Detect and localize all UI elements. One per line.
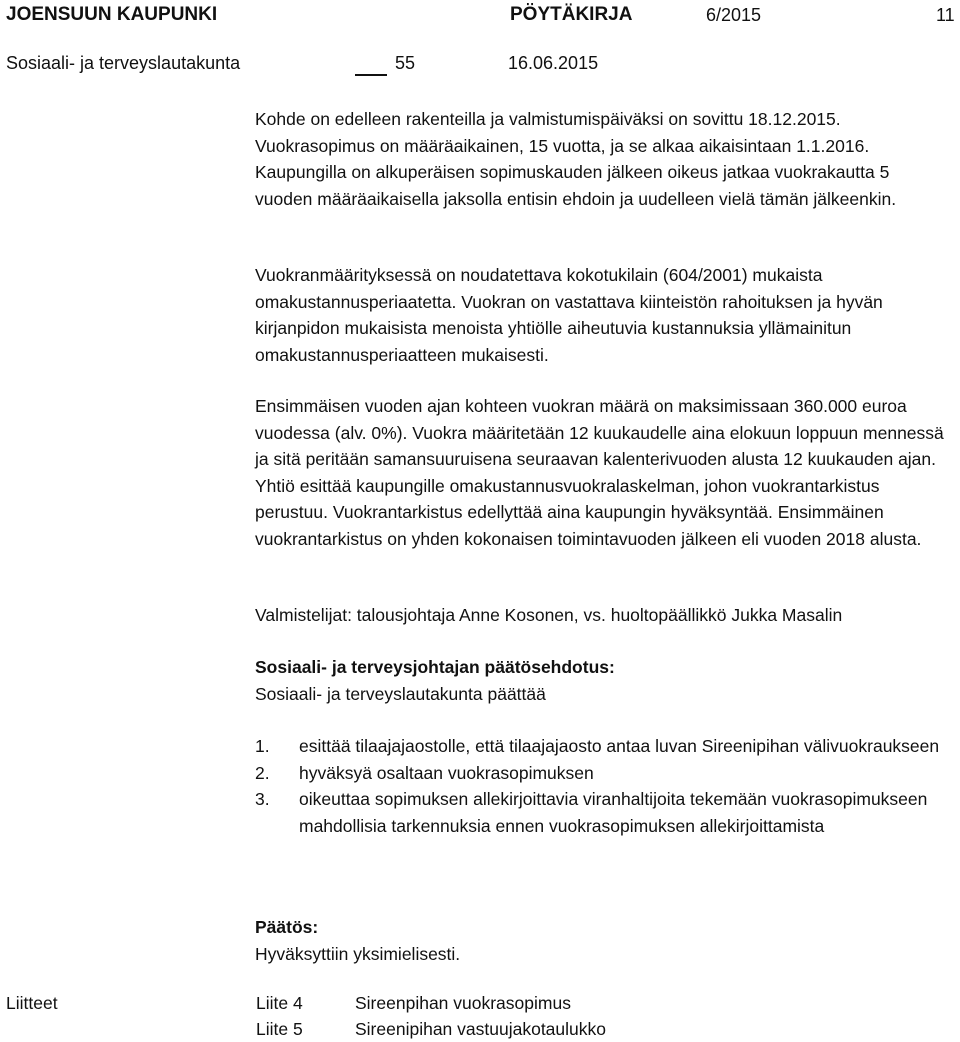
paragraph-preparers	[255, 602, 945, 629]
attachments-label: Liitteet	[6, 993, 58, 1013]
paragraph-rent	[255, 393, 945, 552]
list-item-text: esittää tilaajajaostolle, että tilaajajaosto antaa luvan Sireenipihan välivuokraukseen	[299, 736, 940, 756]
board-name: Sosiaali- ja terveyslautakunta	[6, 53, 241, 73]
meeting-date: 16.06.2015	[508, 53, 599, 73]
decision-heading: Päätös:	[255, 917, 319, 937]
proposal-section	[255, 654, 945, 707]
paragraph-text: Kohde on edelleen rakenteilla ja valmistumispäiväksi on sovittu 18.12.2015. Vuokrasopimus on määräaikainen, 15 vuotta, ja se alkaa aikaisintaan 1.1.2016. Kaupungilla on alkuperäisen sopimuskauden jälkeen oikeus jatkaa vuokrakautta 5 vuoden määräaikaisella jaksolla entisin ehdoin ja uudelleen vielä tämän jälkeenkin.	[255, 109, 897, 209]
list-item-number: 3.	[255, 789, 270, 809]
section-number: 55	[395, 53, 416, 73]
list-item-text: oikeuttaa sopimuksen allekirjoittavia viranhaltijoita tekemään vuokrasopimukseen mahdollisia tarkennuksia ennen vuokrasopimuksen allekirjoittamista	[299, 789, 928, 836]
proposal-list	[255, 733, 945, 839]
issue-number: 6/2015	[706, 5, 762, 25]
decision-text: Hyväksyttiin yksimielisesti.	[255, 943, 461, 964]
paragraph-text: Ensimmäisen vuoden ajan kohteen vuokran määrä on maksimissaan 360.000 euroa vuodessa (alv. 0%). Vuokra määritetään 12 kuukaudelle aina elokuun loppuun mennessä ja sitä peritään samansuuruisena seuraavan kalenterivuoden alusta 12 kuukauden ajan. Yhtiö esittää kaupungille omakustannusvuokralaskelman, johon vuokrantarkistus perustuu. Vuokrantarkistus edellyttää aina kaupungin hyväksyntää. Ensimmäinen vuokrantarkistus on yhden kokonaisen toimintavuoden jälkeen eli vuoden 2018 alusta.	[255, 396, 944, 549]
page-number: 11	[936, 5, 955, 25]
decision-section	[255, 914, 945, 967]
paragraph-construction	[255, 106, 945, 212]
attachment-id: Liite 5	[256, 1019, 303, 1039]
list-item-number: 2.	[255, 762, 270, 783]
paragraph-cost-principle	[255, 262, 945, 368]
city-name: JOENSUUN KAUPUNKI	[6, 4, 218, 25]
list-item-number: 1.	[255, 736, 270, 756]
document-type: PÖYTÄKIRJA	[510, 4, 633, 25]
section-mark	[355, 60, 387, 76]
list-item-text: hyväksyä osaltaan vuokrasopimuksen	[299, 762, 594, 783]
list-item	[255, 733, 945, 760]
paragraph-text: Vuokranmäärityksessä on noudatettava kokotukilain (604/2001) mukaista omakustannusperiaatetta. Vuokran on vastattava kiinteistön rahoituksen ja hyvän kirjanpidon mukaisista menoista yhtiölle aiheutuvia kustannuksia yllämainitun omakustannusperiaatteen mukaisesti.	[255, 265, 883, 365]
paragraph-text: Valmistelijat: talousjohtaja Anne Kosonen, vs. huoltopäällikkö Jukka Masalin	[255, 605, 843, 625]
attachment-name: Sireenipihan vastuujakotaulukko	[355, 1019, 606, 1039]
attachment-name: Sireenpihan vuokrasopimus	[355, 993, 571, 1013]
list-item	[255, 786, 945, 839]
attachment-id: Liite 4	[256, 993, 303, 1013]
proposal-heading: Sosiaali- ja terveysjohtajan päätösehdotus:	[255, 657, 615, 677]
list-item	[255, 760, 945, 787]
proposal-intro: Sosiaali- ja terveyslautakunta päättää	[255, 683, 546, 704]
